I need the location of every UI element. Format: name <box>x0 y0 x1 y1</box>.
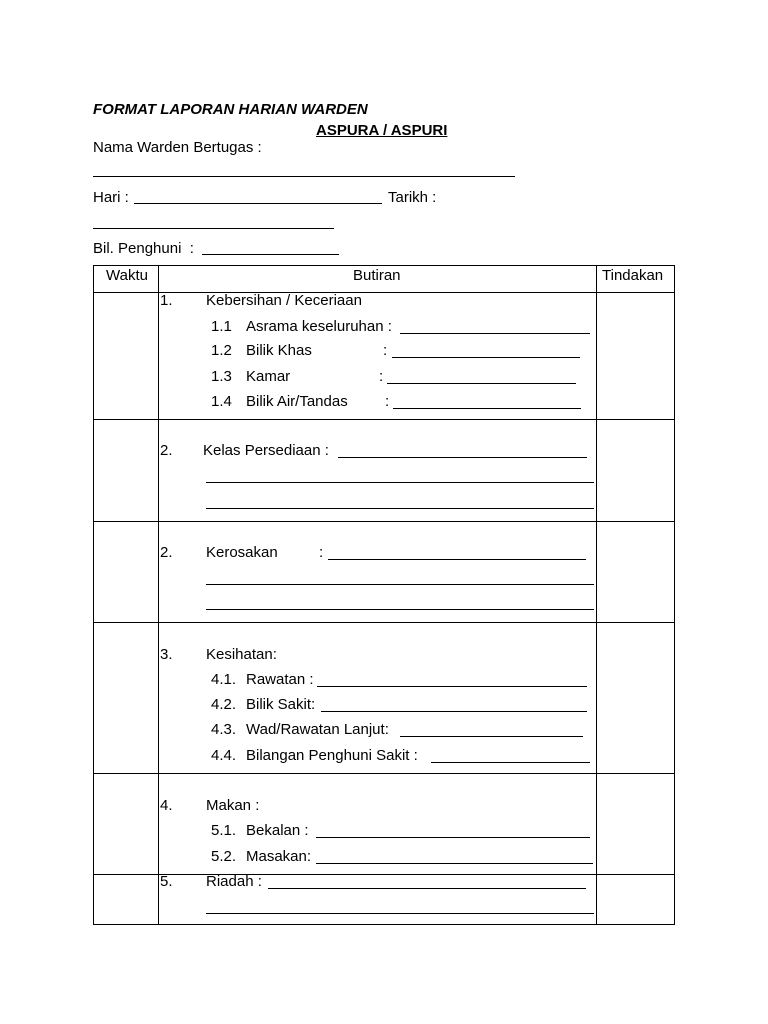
kamar-field[interactable] <box>387 383 576 384</box>
item-label: Bilik Sakit: <box>246 696 316 713</box>
row-divider <box>94 521 674 522</box>
row-divider <box>94 773 674 774</box>
report-title: FORMAT LAPORAN HARIAN WARDEN <box>93 101 368 118</box>
bilik-sakit-field[interactable] <box>321 711 587 712</box>
row-divider <box>94 419 674 420</box>
kelas-field-line[interactable] <box>206 508 594 509</box>
riadah-field[interactable] <box>268 888 586 889</box>
resident-count-label: Bil. Penghuni : <box>93 240 194 257</box>
warden-name-field[interactable] <box>93 176 515 177</box>
row-divider <box>94 874 674 875</box>
resident-count-field[interactable] <box>202 254 339 255</box>
section-number: 2. <box>160 544 173 561</box>
kerosakan-field[interactable] <box>328 559 586 560</box>
kerosakan-field-line[interactable] <box>206 584 594 585</box>
item-number: 1.1 <box>211 318 232 335</box>
bilik-air-field[interactable] <box>393 408 581 409</box>
item-number: 1.3 <box>211 368 232 385</box>
item-number: 5.2. <box>211 848 237 865</box>
column-divider <box>158 266 159 924</box>
section-title: Kebersihan / Keceriaan <box>206 292 362 309</box>
section-title: Kesihatan: <box>206 646 277 663</box>
item-colon: : <box>383 342 388 359</box>
item-label: Bilik Air/Tandas <box>246 393 348 410</box>
item-number: 4.3. <box>211 721 237 738</box>
item-colon: : <box>319 544 324 561</box>
report-subtitle: ASPURA / ASPURI <box>316 122 448 139</box>
rawatan-field[interactable] <box>317 686 587 687</box>
masakan-field[interactable] <box>316 863 593 864</box>
column-divider <box>596 266 597 924</box>
item-label: Bekalan : <box>246 822 309 839</box>
penghuni-sakit-field[interactable] <box>431 762 590 763</box>
item-number: 4.1. <box>211 671 237 688</box>
day-label: Hari : <box>93 189 129 206</box>
date-field[interactable] <box>93 228 334 229</box>
row-divider <box>94 292 674 293</box>
item-label: Bilik Khas <box>246 342 312 359</box>
item-label: Asrama keseluruhan : <box>246 318 392 335</box>
item-number: 4.4. <box>211 747 237 764</box>
header-butiran: Butiran <box>353 267 401 284</box>
item-number: 4.2. <box>211 696 237 713</box>
section-title: Riadah : <box>206 873 262 890</box>
kelas-field-line[interactable] <box>206 482 594 483</box>
report-table <box>93 265 675 925</box>
item-colon: : <box>379 368 384 385</box>
row-divider <box>94 622 674 623</box>
section-number: 2. <box>160 442 173 459</box>
section-title: Kerosakan <box>206 544 278 561</box>
item-number: 1.4 <box>211 393 232 410</box>
item-label: Bilangan Penghuni Sakit : <box>246 747 418 764</box>
item-colon: : <box>385 393 390 410</box>
header-waktu: Waktu <box>106 267 148 284</box>
header-tindakan: Tindakan <box>602 267 664 284</box>
kerosakan-field-line[interactable] <box>206 609 594 610</box>
date-label: Tarikh : <box>388 189 437 206</box>
item-label: Wad/Rawatan Lanjut: <box>246 721 389 738</box>
item-label: Masakan: <box>246 848 312 865</box>
section-title: Makan : <box>206 797 260 814</box>
riadah-field-line[interactable] <box>206 913 594 914</box>
bilik-khas-field[interactable] <box>392 357 580 358</box>
item-number: 1.2 <box>211 342 232 359</box>
section-number: 1. <box>160 292 173 309</box>
section-title: Kelas Persediaan : <box>203 442 329 459</box>
kelas-field[interactable] <box>338 457 587 458</box>
section-number: 3. <box>160 646 173 663</box>
item-label: Rawatan : <box>246 671 314 688</box>
section-number: 4. <box>160 797 173 814</box>
bekalan-field[interactable] <box>316 837 590 838</box>
item-label: Kamar <box>246 368 291 385</box>
warden-name-label: Nama Warden Bertugas : <box>93 139 262 156</box>
day-field[interactable] <box>134 203 382 204</box>
item-number: 5.1. <box>211 822 237 839</box>
section-number: 5. <box>160 873 173 890</box>
wad-field[interactable] <box>400 736 583 737</box>
asrama-field[interactable] <box>400 333 590 334</box>
